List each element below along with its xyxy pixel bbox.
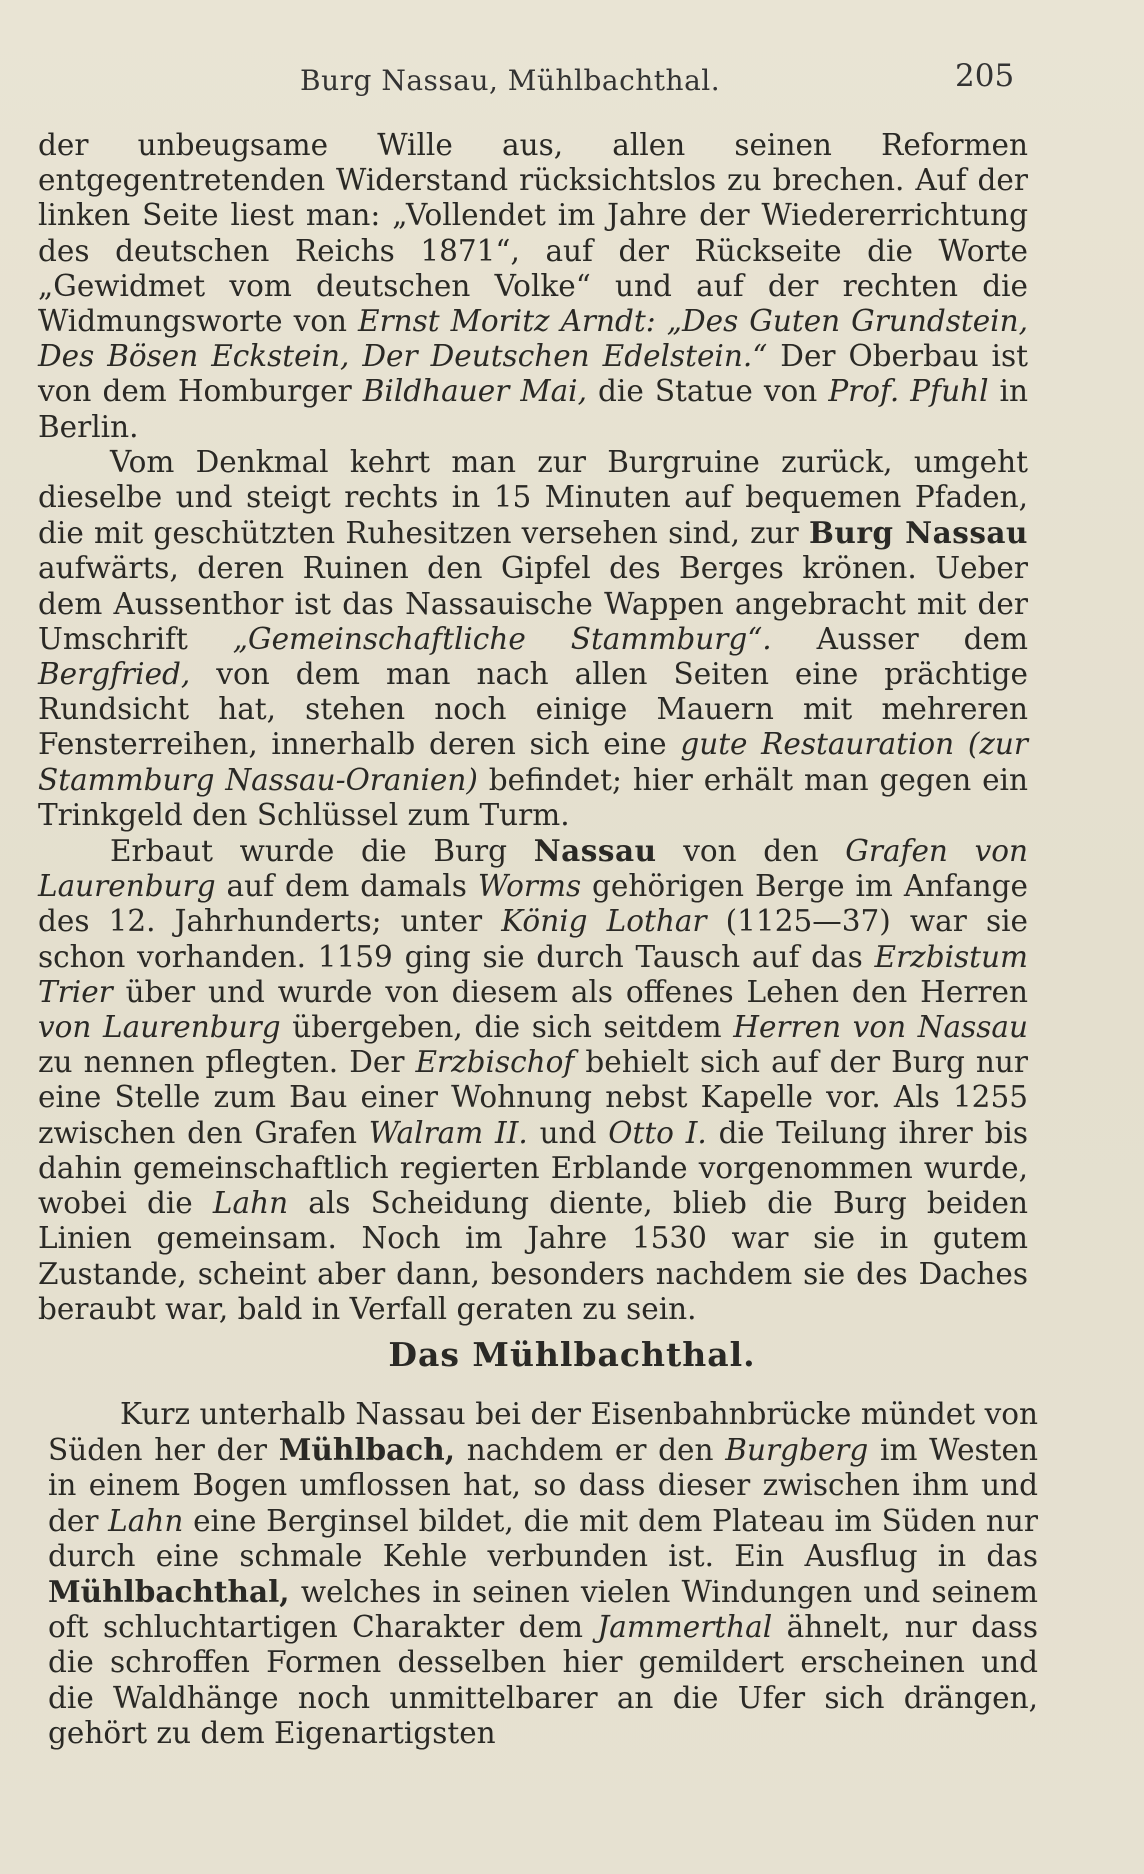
italic-run: gute Restauration (zur Stammburg Nassau-Oranien) xyxy=(38,727,1028,797)
paragraph-2 xyxy=(38,445,1028,833)
italic-run: Herren von Nassau xyxy=(733,1010,1028,1045)
text-run: welches in seinen vielen Windungen und seinem oft schluchtartigen Charakter dem xyxy=(48,1575,1038,1645)
text-run: nachdem er den xyxy=(454,1433,726,1468)
bold-run: Mühlbachthal, xyxy=(48,1574,290,1610)
italic-run: Prof. Pfuhl xyxy=(828,374,989,409)
italic-run: von Laurenburg xyxy=(38,1010,281,1045)
text-run: übergeben, die sich seitdem xyxy=(280,1010,734,1045)
text-run: von den xyxy=(656,834,846,869)
text-run: eine Berginsel bildet, die mit dem Plateau im Süden nur durch eine schmale Kehle verbunden ist. Ein Ausflug in das xyxy=(48,1503,1038,1573)
text-run: befindet; hier erhält man gegen ein Trinkgeld den Schlüssel zum Turm. xyxy=(38,762,1028,832)
paragraph-1 xyxy=(38,128,1028,445)
text-run: Kurz unterhalb Nassau bei der Eisenbahnbrücke mündet von Süden her der xyxy=(48,1397,1038,1468)
italic-run: Grafen von Laurenburg xyxy=(38,834,1028,904)
section-text xyxy=(48,1397,1038,1751)
text-run: ähnelt, nur dass die schroffen Formen desselben hier gemildert erscheinen und die Waldhänge noch unmittelbarer an die Ufer sich drängen, gehört zu dem Eigenartigsten xyxy=(48,1610,1038,1750)
text-run: auf dem damals xyxy=(215,869,478,904)
italic-run: Worms xyxy=(477,869,582,904)
italic-run: Erzbischof xyxy=(415,1045,575,1080)
body-text xyxy=(38,128,1028,1327)
text-run: aufwärts, deren Ruinen den Gipfel des Berges krönen. Ueber dem Aussenthor ist das Nassauische Wappen angebracht mit der Umschrift xyxy=(38,551,1028,656)
italic-run: Erzbistum Trier xyxy=(38,939,1028,1009)
text-run: der unbeugsame Wille aus, allen seinen Reformen entgegentretenden Widerstand rücksichtslos zu brechen. Auf der linken Seite liest man: „Vollendet im Jahre der Wiedererrichtung des deutschen Reichs 1871“, auf der Rückseite die Worte „Gewidmet vom deutschen Volke“ und auf der rechten die Widmungsworte von xyxy=(38,128,1028,339)
italic-run: König Lothar xyxy=(501,904,707,939)
page-header xyxy=(0,58,1144,108)
section-paragraph xyxy=(48,1397,1038,1751)
text-run: Der Oberbau ist von dem Homburger xyxy=(38,339,1028,409)
text-run: Ausser dem xyxy=(771,621,1028,656)
italic-run: Lahn xyxy=(108,1503,184,1538)
text-run: (1125—37) war sie schon vorhanden. 1159 ging sie durch Tausch auf das xyxy=(38,904,1028,974)
paragraph-3 xyxy=(38,833,1028,1327)
italic-run: Walram II. xyxy=(368,1115,528,1150)
italic-run: Bildhauer Mai, xyxy=(362,374,587,409)
italic-run: Otto I. xyxy=(608,1115,707,1150)
text-run: Vom Denkmal kehrt man zur Burgruine zurück, umgeht dieselbe und steigt rechts in 15 Minuten auf bequemen Pfaden, die mit geschützten Ruhesitzen versehen sind, zur xyxy=(38,444,1028,551)
page-number: 205 xyxy=(955,58,1015,94)
text-run: im Westen in einem Bogen umflossen hat, so dass dieser zwischen ihm und der xyxy=(48,1433,1038,1538)
text-run: behielt sich auf der Burg nur eine Stelle zum Bau einer Wohnung nebst Kapelle vor. Als 1255 zwischen den Grafen xyxy=(38,1045,1028,1150)
text-run: gehörigen Berge im Anfange des 12. Jahrhunderts; unter xyxy=(38,869,1028,939)
italic-run: „Gemeinschaftliche Stammburg“. xyxy=(232,621,772,656)
italic-run: Bergfried, xyxy=(38,657,191,692)
running-title: Burg Nassau, Mühlbachthal. xyxy=(300,64,721,97)
italic-run: Lahn xyxy=(212,1186,289,1221)
italic-run: Burgberg xyxy=(725,1433,869,1468)
italic-run: Ernst Moritz Arndt: „Des Guten Grundstein, Des Bösen Eckstein, Der Deutschen Edelstein.“ xyxy=(38,304,1028,374)
text-run: Erbaut wurde die Burg xyxy=(110,834,534,869)
text-run: zu nennen pflegten. Der xyxy=(38,1045,416,1080)
text-run: in Berlin. xyxy=(38,374,1028,444)
text-run: als Scheidung diente, blieb die Burg beiden Linien gemeinsam. Noch im Jahre 1530 war sie in gutem Zustande, scheint aber dann, besonders nachdem sie des Daches beraubt war, bald in Verfall geraten zu sein. xyxy=(38,1186,1028,1326)
section-title: Das Mühlbachthal. xyxy=(388,1335,756,1374)
bold-run: Burg Nassau xyxy=(809,515,1028,551)
bold-run: Mühlbach, xyxy=(278,1432,455,1468)
italic-run: Jammerthal xyxy=(597,1610,773,1645)
text-run: die Teilung ihrer bis dahin gemeinschaftlich regierten Erblande vorgenommen wurde, wobei die xyxy=(38,1115,1029,1221)
bold-run: Nassau xyxy=(533,833,657,869)
text-run: von dem man nach allen Seiten eine prächtige Rundsicht hat, stehen noch einige Mauern mit mehreren Fensterreihen, innerhalb deren sich eine xyxy=(38,657,1028,762)
text-run: die Statue von xyxy=(586,374,829,409)
text-run: und xyxy=(527,1115,609,1150)
text-run: über und wurde von diesem als offenes Lehen den Herren xyxy=(112,974,1028,1009)
